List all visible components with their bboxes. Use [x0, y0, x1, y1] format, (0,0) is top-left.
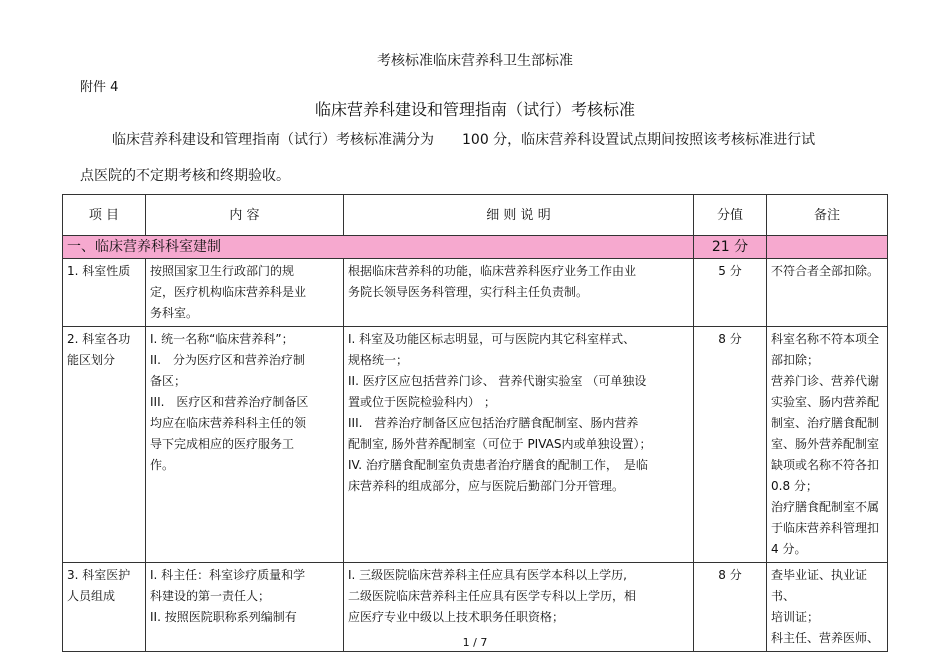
cell-content: [146, 327, 344, 563]
cell-detail-line: III. 营养治疗制备区应包括治疗膳食配制室、肠内营养: [348, 416, 639, 430]
section-note: [767, 236, 888, 259]
header-score: 分值: [694, 195, 767, 236]
cell-content-line: 按照国家卫生行政部门的规: [150, 264, 295, 278]
table-header-row: [63, 195, 888, 236]
cell-note-line: 培训证；: [771, 610, 820, 624]
cell-note-line: 0.8 分；: [771, 479, 818, 493]
intro-line-1: 临床营养科建设和管理指南（试行）考核标准满分为 100 分，临床营养科设置试点期间按照该考核标准进行试: [112, 132, 816, 148]
cell-item-line: 人员组成: [67, 589, 116, 603]
cell-note-line: 于临床营养科管理扣: [771, 521, 880, 535]
cell-content-line: 备区；: [150, 374, 187, 388]
cell-content-line: I. 科主任：科室诊疗质量和学: [150, 568, 306, 582]
main-title: 临床营养科建设和管理指南（试行）考核标准: [314, 100, 635, 119]
cell-note-line: 制室、治疗膳食配制: [771, 416, 880, 430]
cell-score: 5 分: [694, 259, 767, 327]
cell-content-line: II. 按照医院职称系列编制有: [150, 610, 297, 624]
cell-detail: [344, 259, 694, 327]
cell-detail-line: IV. 治疗膳食配制室负责患者治疗膳食的配制工作， 是临: [348, 458, 648, 472]
cell-note: [767, 259, 888, 327]
cell-item-line: 2. 科室各功: [67, 332, 131, 346]
section-row: [63, 236, 888, 259]
cell-detail-line: 二级医院临床营养科主任应具有医学专科以上学历，相: [348, 589, 637, 603]
cell-detail-line: I. 科室及功能区标志明显，可与医院内其它科室样式、: [348, 332, 636, 346]
cell-note-line: 查毕业证、执业证书、: [771, 568, 868, 603]
cell-content-line: 均应在临床营养科科主任的领: [150, 416, 307, 430]
cell-detail-line: 床营养科的组成部分，应与医院后勤部门分开管理。: [348, 479, 625, 493]
header-detail: 细 则 说 明: [344, 195, 694, 236]
cell-content-line: 作。: [150, 458, 175, 472]
header-note: 备注: [767, 195, 888, 236]
cell-content-line: I. 统一名称“临床营养科”；: [150, 332, 294, 346]
cell-detail-line: 根据临床营养科的功能，临床营养科医疗业务工作由业: [348, 264, 637, 278]
cell-note-line: 4 分。: [771, 542, 807, 556]
cell-content-line: 定，医疗机构临床营养科是业: [150, 285, 307, 299]
page-number: 1 / 7: [462, 636, 488, 649]
cell-detail-line: 规格统一；: [348, 353, 409, 367]
cell-detail: [344, 327, 694, 563]
header-content: 内 容: [146, 195, 344, 236]
cell-content-line: III. 医疗区和营养治疗制备区: [150, 395, 309, 409]
section-score: 21 分: [694, 236, 767, 259]
cell-item-line: 1. 科室性质: [67, 264, 131, 278]
cell-note-line: 营养门诊、营养代谢: [771, 374, 880, 388]
header-item: 项 目: [63, 195, 146, 236]
cell-content-line: 导下完成相应的医疗服务工: [150, 437, 295, 451]
cell-note-line: 部扣除；: [771, 353, 820, 367]
cell-note-line: 科主任、营养医师、: [771, 631, 880, 645]
cell-note-line: 实验室、肠内营养配: [771, 395, 880, 409]
cell-note-line: 室、肠外营养配制室: [771, 437, 880, 451]
cell-detail-line: II. 医疗区应包括营养门诊、 营养代谢实验室 （可单独设: [348, 374, 647, 388]
cell-item: [63, 327, 146, 563]
cell-content-line: 科建设的第一责任人；: [150, 589, 271, 603]
table-row: [63, 327, 888, 563]
document-title: 考核标准临床营养科卫生部标准: [377, 53, 573, 69]
intro-line-2: 点医院的不定期考核和终期验收。: [80, 168, 290, 184]
section-title: 一、临床营养科科室建制: [63, 236, 694, 259]
cell-score: 8 分: [694, 563, 767, 652]
cell-score: 8 分: [694, 327, 767, 563]
cell-content-line: 务科室。: [150, 306, 199, 320]
cell-note-line: 科室名称不符本项全: [771, 332, 880, 346]
cell-note-line: 治疗膳食配制室不属: [771, 500, 880, 514]
cell-content: [146, 259, 344, 327]
cell-detail-line: I. 三级医院临床营养科主任应具有医学本科以上学历,: [348, 568, 627, 582]
cell-note-line: 缺项或名称不符各扣: [771, 458, 880, 472]
cell-detail-line: 置或位于医院检验科内） ；: [348, 395, 496, 409]
cell-detail-line: 配制室, 肠外营养配制室（可位于 PIVAS内或单独设置）；: [348, 437, 652, 451]
table-row: [63, 259, 888, 327]
attachment-label: 附件 4: [80, 80, 119, 95]
standards-table: [62, 194, 888, 652]
cell-item-line: 能区划分: [67, 353, 116, 367]
cell-detail-line: 应医疗专业中级以上技术职务任职资格；: [348, 610, 565, 624]
cell-note-line: 不符合者全部扣除。: [771, 264, 880, 278]
cell-item-line: 3. 科室医护: [67, 568, 131, 582]
cell-item: [63, 259, 146, 327]
cell-note: [767, 327, 888, 563]
cell-detail-line: 务院长领导医务科管理，实行科主任负责制。: [348, 285, 589, 299]
cell-content-line: II. 分为医疗区和营养治疗制: [150, 353, 305, 367]
